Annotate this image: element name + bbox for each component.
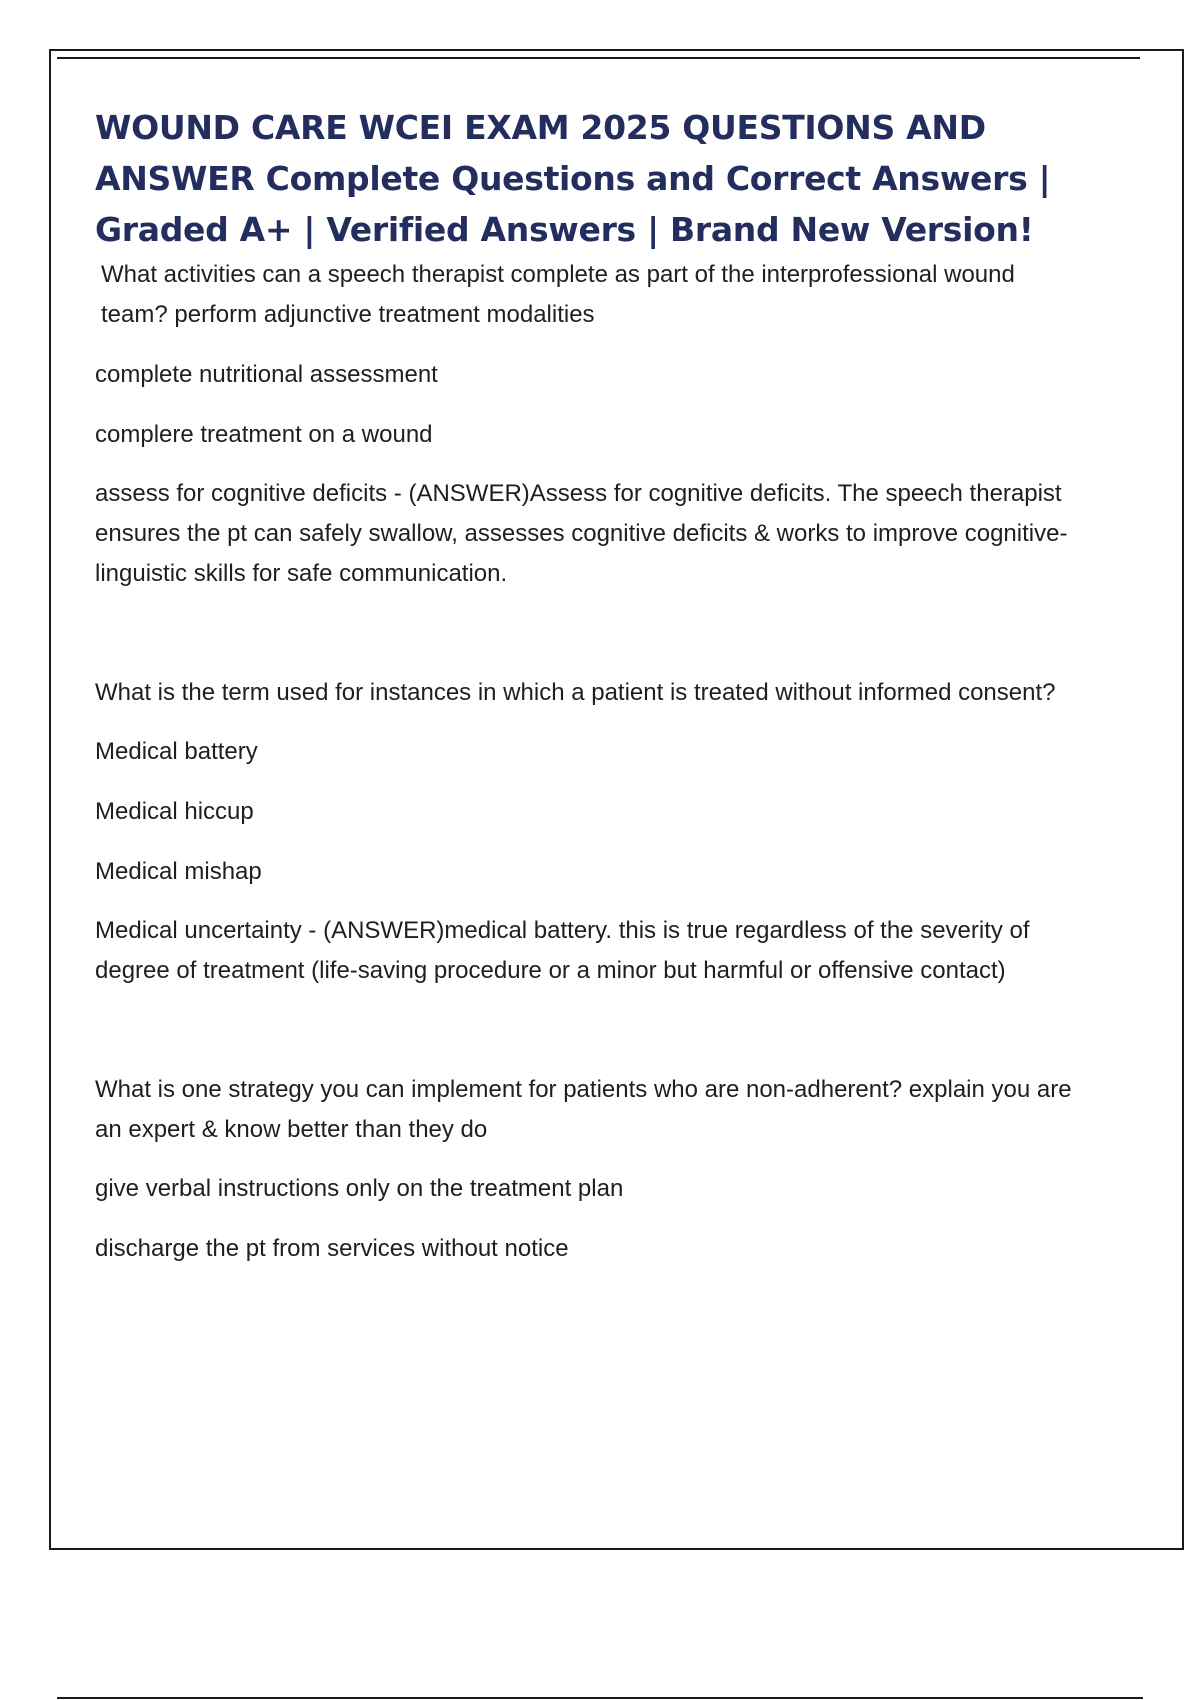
- question-block-2: [95, 673, 1085, 991]
- question-2-text: What is the term used for instances in which a patient is treated without informed consent?: [95, 679, 1056, 706]
- question-block-3: [95, 1070, 1085, 1269]
- question-2-option-1: Medical battery: [95, 738, 258, 765]
- question-2-answer: Medical uncertainty - (ANSWER)medical battery. this is true regardless of the severity of degree of treatment (life-saving procedure or a minor but harmful or offensive contact): [95, 917, 1030, 984]
- question-3-option-3: discharge the pt from services without notice: [95, 1235, 569, 1262]
- question-3-option-2: give verbal instructions only on the treatment plan: [95, 1175, 624, 1202]
- bottom-rule: [57, 1697, 1143, 1699]
- question-block-1: [95, 255, 1085, 594]
- question-3-text: What is one strategy you can implement for patients who are non-adherent? explain you are an expert & know better than they do: [95, 1076, 1072, 1143]
- question-1-option-3: complere treatment on a wound: [95, 421, 433, 448]
- question-1-text: What activities can a speech therapist complete as part of the interprofessional wound team? perform adjunctive treatment modalities: [101, 261, 1015, 328]
- question-2-option-3: Medical mishap: [95, 858, 262, 885]
- document-content: [95, 102, 1085, 1269]
- document-title: WOUND CARE WCEI EXAM 2025 QUESTIONS AND ANSWER Complete Questions and Correct Answers | Graded A+ | Verified Answers | Brand New Version!: [95, 108, 1051, 249]
- question-1-option-2: complete nutritional assessment: [95, 361, 438, 388]
- question-2-option-2: Medical hiccup: [95, 798, 254, 825]
- question-1-answer: assess for cognitive deficits - (ANSWER)Assess for cognitive deficits. The speech therapist ensures the pt can safely swallow, assesses cognitive deficits & works to improve cognitive-linguistic skills for safe communication.: [95, 480, 1068, 587]
- top-rule: [57, 57, 1140, 59]
